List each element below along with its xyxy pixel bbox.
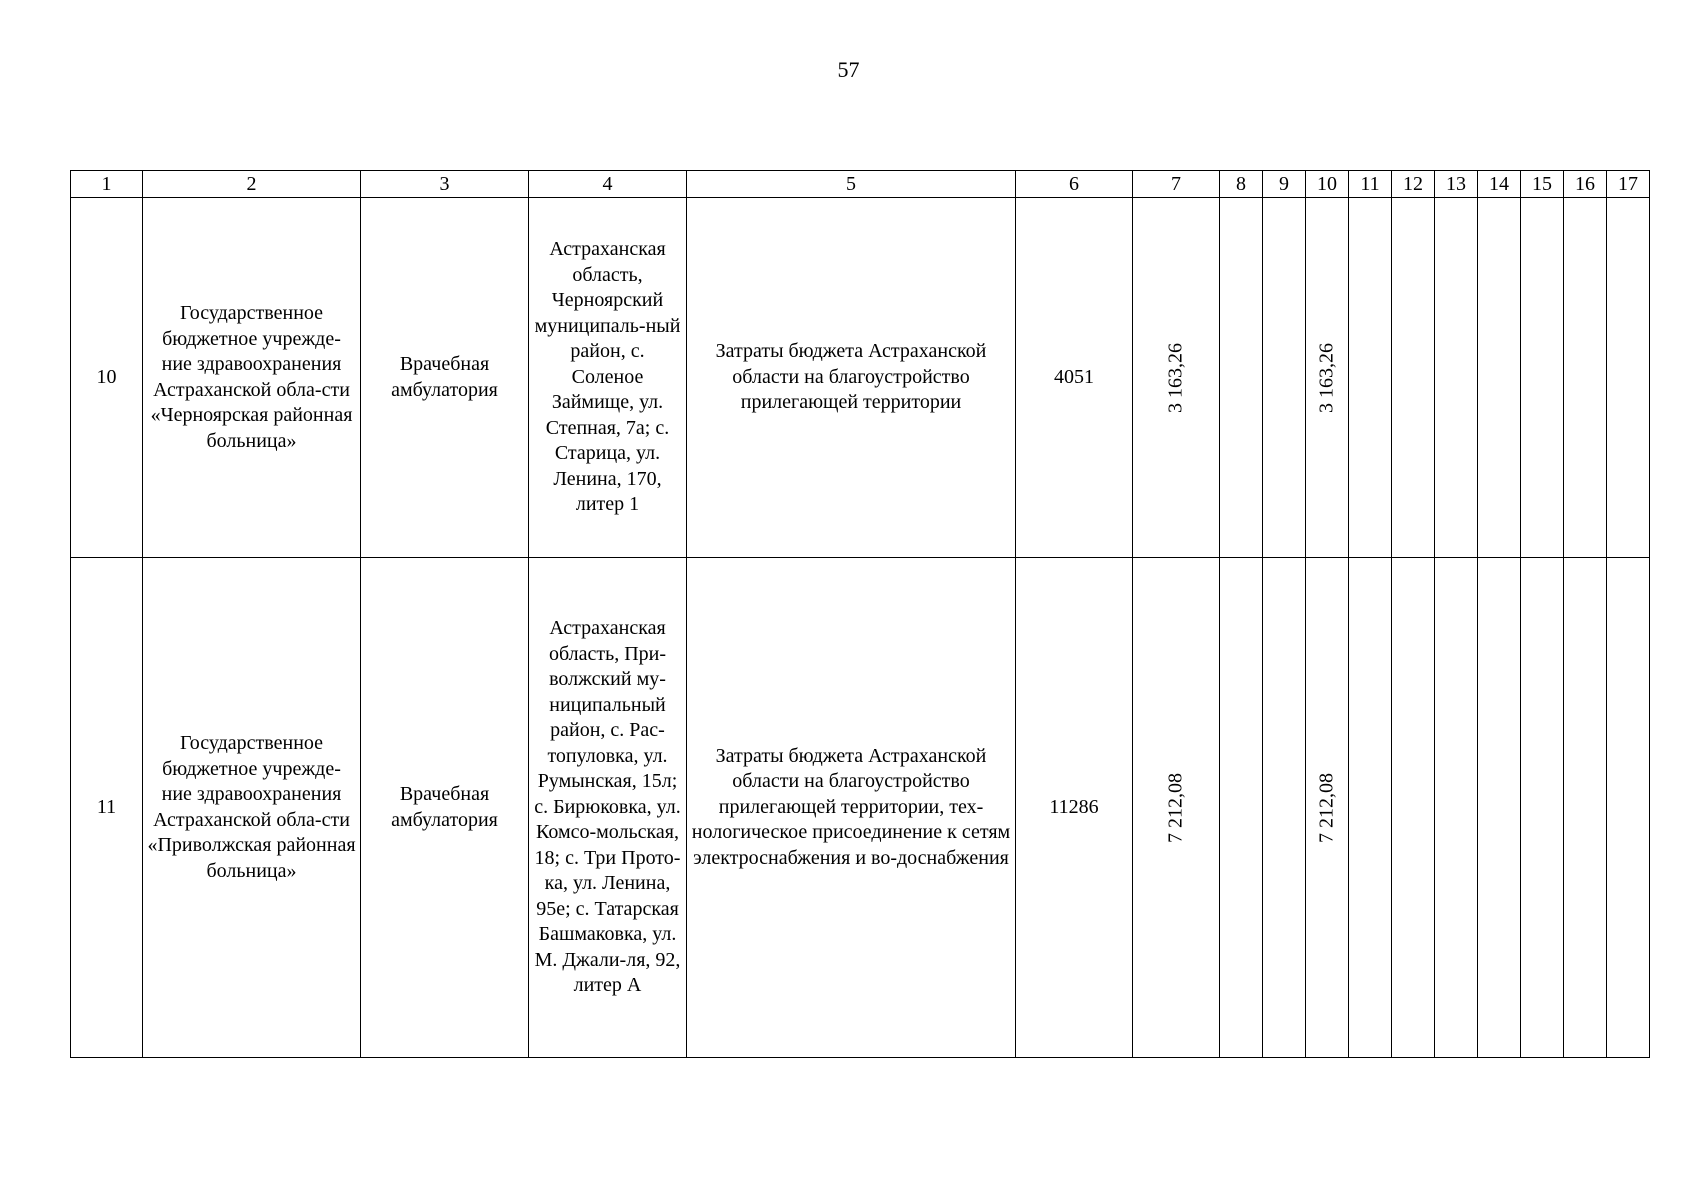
column-header: 16 xyxy=(1564,171,1607,198)
empty-cell xyxy=(1220,198,1263,558)
cost-description: Затраты бюджета Астраханской области на благоустройство прилегающей территории xyxy=(687,198,1016,558)
row-number: 11 xyxy=(71,558,143,1058)
column-header: 13 xyxy=(1435,171,1478,198)
column-header: 14 xyxy=(1478,171,1521,198)
amount-col7-cell xyxy=(1133,198,1220,558)
column-header: 4 xyxy=(529,171,687,198)
empty-cell xyxy=(1392,558,1435,1058)
facility-type: Врачебная амбулатория xyxy=(361,558,529,1058)
organization-name: Государственное бюджетное учрежде-ние здравоохранения Астраханской обла-сти «Приволжская районная больница» xyxy=(143,558,361,1058)
empty-cell xyxy=(1263,558,1306,1058)
amount-col7: 7 212,08 xyxy=(1164,772,1187,843)
amount-col6: 11286 xyxy=(1016,558,1133,1058)
cost-description: Затраты бюджета Астраханской области на благоустройство прилегающей территории, тех-нологическое присоединение к сетям электроснабжения и во-доснабжения xyxy=(687,558,1016,1058)
header-row xyxy=(71,171,1650,198)
column-header: 11 xyxy=(1349,171,1392,198)
column-header: 15 xyxy=(1521,171,1564,198)
empty-cell xyxy=(1478,198,1521,558)
empty-cell xyxy=(1263,198,1306,558)
amount-col10-cell xyxy=(1306,558,1349,1058)
empty-cell xyxy=(1478,558,1521,1058)
empty-cell xyxy=(1607,198,1650,558)
empty-cell xyxy=(1521,558,1564,1058)
amount-col10-cell xyxy=(1306,198,1349,558)
data-table xyxy=(70,170,1650,1058)
empty-cell xyxy=(1564,198,1607,558)
column-header: 17 xyxy=(1607,171,1650,198)
organization-name: Государственное бюджетное учрежде-ние здравоохранения Астраханской обла-сти «Черноярская районная больница» xyxy=(143,198,361,558)
column-header: 3 xyxy=(361,171,529,198)
amount-col7: 3 163,26 xyxy=(1164,342,1187,413)
column-header: 10 xyxy=(1306,171,1349,198)
amount-col10: 7 212,08 xyxy=(1315,772,1338,843)
facility-address: Астраханская область, Черноярский муниципаль-ный район, с. Соленое Займище, ул. Степная, 7а; с. Старица, ул. Ленина, 170, литер 1 xyxy=(529,198,687,558)
empty-cell xyxy=(1564,558,1607,1058)
column-header: 1 xyxy=(71,171,143,198)
amount-col7-cell xyxy=(1133,558,1220,1058)
column-header: 2 xyxy=(143,171,361,198)
column-header: 9 xyxy=(1263,171,1306,198)
column-header: 12 xyxy=(1392,171,1435,198)
row-number: 10 xyxy=(71,198,143,558)
column-header: 7 xyxy=(1133,171,1220,198)
empty-cell xyxy=(1349,558,1392,1058)
column-header: 8 xyxy=(1220,171,1263,198)
facility-type: Врачебная амбулатория xyxy=(361,198,529,558)
column-header: 5 xyxy=(687,171,1016,198)
table-row xyxy=(71,558,1650,1058)
empty-cell xyxy=(1607,558,1650,1058)
empty-cell xyxy=(1521,198,1564,558)
column-header: 6 xyxy=(1016,171,1133,198)
empty-cell xyxy=(1349,198,1392,558)
amount-col6: 4051 xyxy=(1016,198,1133,558)
page-number: 57 xyxy=(837,57,860,82)
empty-cell xyxy=(1220,558,1263,1058)
amount-col10: 3 163,26 xyxy=(1315,342,1338,413)
empty-cell xyxy=(1435,198,1478,558)
table-row xyxy=(71,198,1650,558)
facility-address: Астраханская область, При-волжский му-ниципальный район, с. Рас-топуловка, ул. Румынская, 15л; с. Бирюковка, ул. Комсо-мольская, 18; с. Три Прото-ка, ул. Ленина, 95е; с. Татарская Башмаковка, ул. М. Джали-ля, 92, литер А xyxy=(529,558,687,1058)
empty-cell xyxy=(1435,558,1478,1058)
empty-cell xyxy=(1392,198,1435,558)
